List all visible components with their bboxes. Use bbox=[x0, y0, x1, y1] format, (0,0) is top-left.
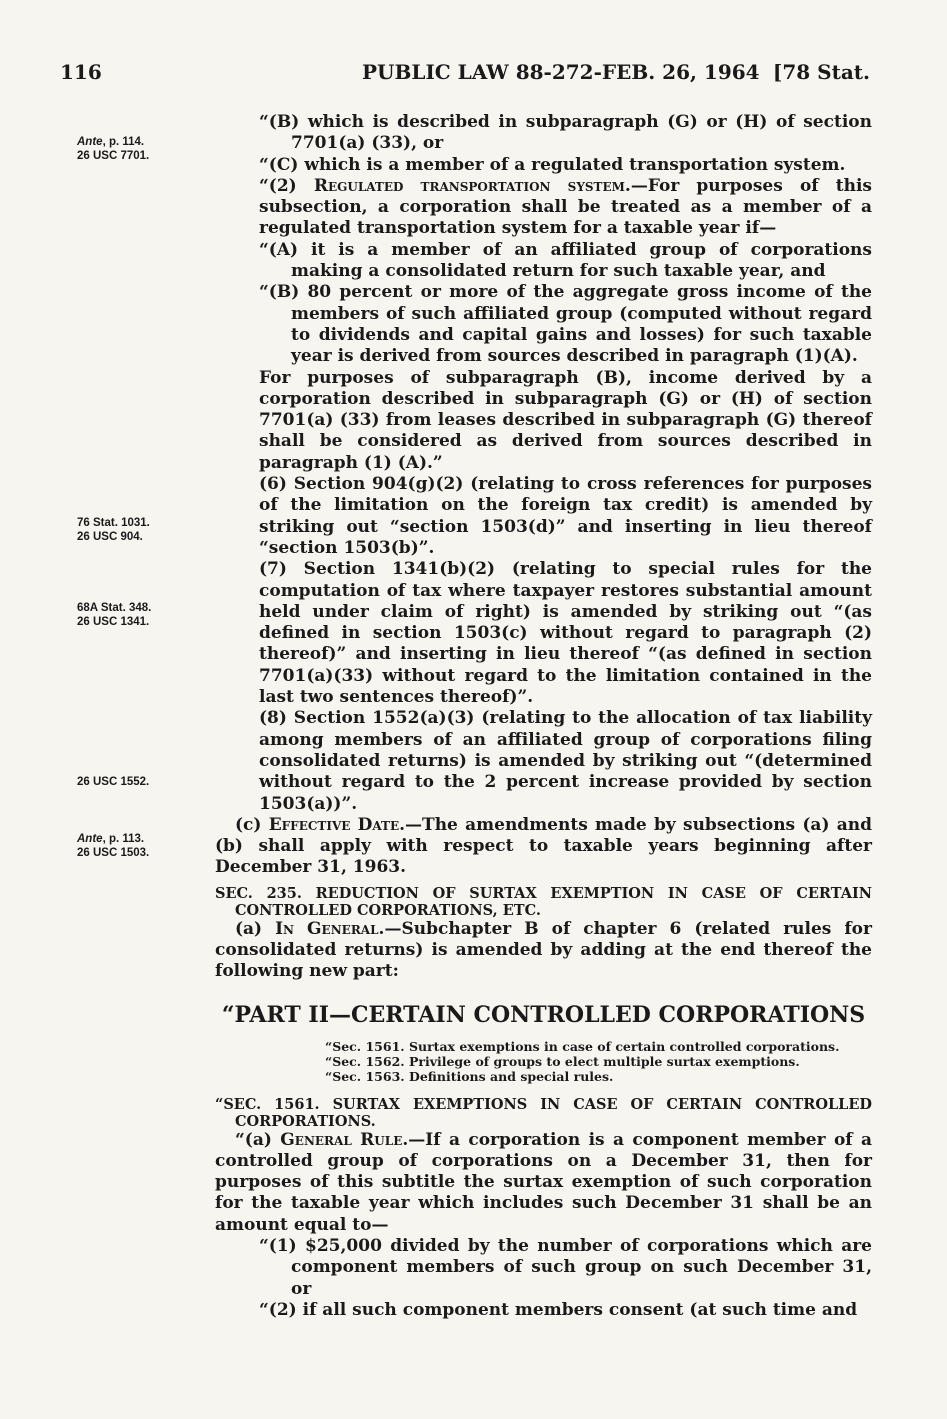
section-1561-heading: “SEC. 1561. SURTAX EXEMPTIONS IN CASE OF CERTAIN CONTROLLED CORPORATIONS. bbox=[215, 1095, 872, 1130]
paragraph-number: “(2) bbox=[259, 175, 314, 196]
subparagraph-b-80-percent: “(B) 80 percent or more of the aggregate gross income of the members of such affiliated group (computed without regard to dividends and capital gains and losses) for such taxable year is derived from sources described in paragraph (1)(A). bbox=[259, 282, 872, 367]
subparagraph-a: “(A) it is a member of an affiliated group of corporations making a consolidated return for such taxable year, and bbox=[259, 239, 872, 282]
subsection-number: (c) bbox=[235, 814, 269, 835]
paragraph-heading: Regulated transportation system. bbox=[313, 175, 631, 196]
margin-note-ante-114 bbox=[77, 135, 149, 163]
subsection-number: “(a) bbox=[235, 1129, 281, 1150]
margin-ante-page: , p. 114. bbox=[102, 136, 145, 148]
paragraph-text: —For purposes of this subsection, a corporation shall be treated as a member of a regulated transportation system for a taxable year if— bbox=[259, 175, 872, 239]
subsection-text: —The amendments made by subsections (a) and (b) shall apply with respect to taxable years beginning after December 31, 1963. bbox=[215, 814, 872, 878]
paragraph-2-regulated bbox=[215, 176, 872, 240]
toc-item: “Sec. 1561. Surtax exemptions in case of certain controlled corporations. bbox=[325, 1038, 840, 1054]
margin-note-ante-113 bbox=[77, 832, 149, 860]
subsection-a-general-rule bbox=[215, 1130, 872, 1236]
subparagraph-b: “(B) which is described in subparagraph (G) or (H) of section 7701(a) (33), or bbox=[259, 112, 872, 154]
toc-item: “Sec. 1562. Privilege of groups to elect multiple surtax exemptions. bbox=[325, 1053, 800, 1069]
toc-item: “Sec. 1563. Definitions and special rules. bbox=[325, 1068, 614, 1084]
subsection-heading: In General. bbox=[275, 918, 385, 939]
margin-ante-label: Ante bbox=[77, 136, 103, 148]
paragraph-2-consent: “(2) if all such component members consent (at such time and bbox=[259, 1299, 858, 1320]
running-title: PUBLIC LAW 88-272-FEB. 26, 1964 bbox=[362, 60, 760, 84]
subsection-a-in-general bbox=[215, 919, 872, 983]
margin-ante-label: Ante bbox=[77, 833, 103, 845]
margin-usc: 26 USC 904. bbox=[77, 531, 143, 543]
subsection-c-effective-date bbox=[215, 815, 872, 879]
margin-note-1552 bbox=[77, 775, 149, 789]
margin-note-68a-stat bbox=[77, 601, 151, 629]
margin-usc: 26 USC 1503. bbox=[77, 847, 150, 859]
paragraph-6: (6) Section 904(g)(2) (relating to cross references for purposes of the limitation on the foreign tax credit) is amended by striking out “section 1503(d)” and inserting in lieu thereof “section 1503(b)”. bbox=[259, 474, 872, 558]
subsection-number: (a) bbox=[235, 918, 276, 939]
margin-usc: 26 USC 7701. bbox=[77, 150, 150, 162]
body-text bbox=[215, 112, 872, 1321]
margin-stat: 76 Stat. 1031. bbox=[77, 517, 150, 529]
subparagraph-c: “(C) which is a member of a regulated transportation system. bbox=[259, 154, 846, 175]
page-number: 116 bbox=[60, 60, 102, 84]
statute-reference: [78 Stat. bbox=[772, 60, 870, 84]
table-of-sections bbox=[215, 1039, 872, 1084]
paragraph-1-dollar-amount: “(1) $25,000 divided by the number of corporations which are component members of such group on such December 31, or bbox=[259, 1236, 872, 1299]
section-235-heading: SEC. 235. REDUCTION OF SURTAX EXEMPTION IN CASE OF CERTAIN CONTROLLED CORPORATIONS, ETC. bbox=[215, 884, 872, 919]
margin-usc: 26 USC 1552. bbox=[77, 776, 150, 788]
subsection-text: —Subchapter B of chapter 6 (related rules for consolidated returns) is amended by adding at the end thereof the following new part: bbox=[215, 918, 872, 982]
margin-ante-page: , p. 113. bbox=[102, 833, 145, 845]
subsection-text: —If a corporation is a component member of a controlled group of corporations on a December 31, then for purposes of this subtitle the surtax exemption of such corporation for the taxable year which includes such December 31 shall be an amount equal to— bbox=[215, 1129, 873, 1235]
subsection-heading: General Rule. bbox=[280, 1129, 409, 1150]
part-ii-heading: “PART II—CERTAIN CONTROLLED CORPORATIONS bbox=[221, 1001, 866, 1028]
margin-stat: 68A Stat. 348. bbox=[77, 602, 152, 614]
paragraph-7: (7) Section 1341(b)(2) (relating to special rules for the computation of tax where taxpayer restores substantial amount held under claim of right) is amended by striking out “(as defined in section 1503(c) without regard to paragraph (2) thereof)” and inserting in lieu thereof “(as defined in section 7701(a)(33) without regard to the limitation contained in the last two sentences thereof)”. bbox=[259, 559, 872, 708]
margin-note-76-stat bbox=[77, 516, 150, 544]
paragraph-8: (8) Section 1552(a)(3) (relating to the allocation of tax liability among members of an affiliated group of corporations filing consolidated returns) is amended by striking out “(determined without regard to the 2 percent increase provided by section 1503(a))”. bbox=[259, 708, 872, 814]
subsection-heading: Effective Date. bbox=[268, 814, 406, 835]
margin-usc: 26 USC 1341. bbox=[77, 616, 150, 628]
closing-paragraph: For purposes of subparagraph (B), income derived by a corporation described in subparagraph (G) or (H) of section 7701(a) (33) from leases described in subparagraph (G) thereof shall be considered as derived from sources described in paragraph (1) (A).” bbox=[259, 367, 872, 473]
